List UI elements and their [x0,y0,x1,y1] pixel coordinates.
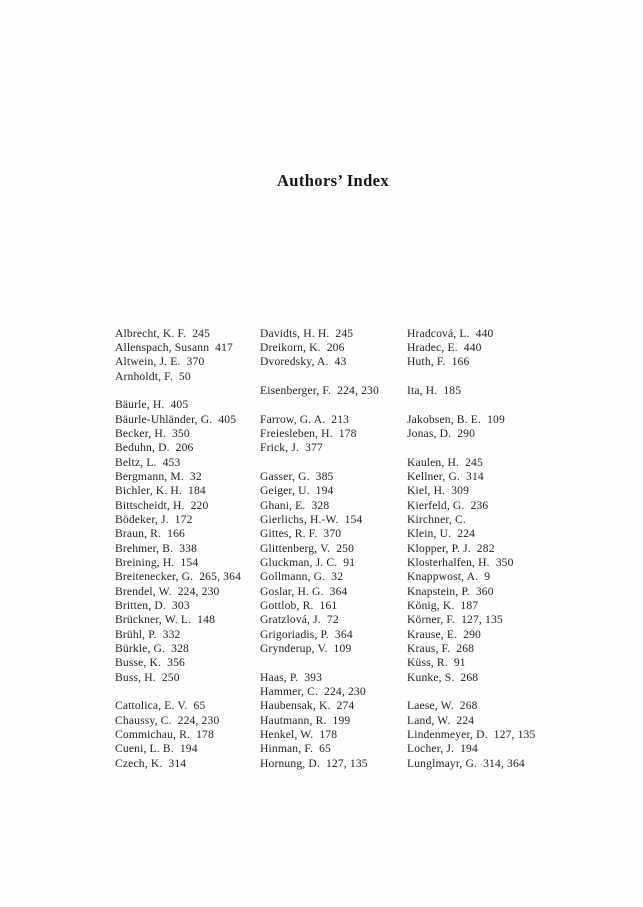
page-numbers: 364 [329,584,348,598]
page-numbers: 370 [186,355,205,369]
author-name: Körner, F. [407,613,456,627]
index-entry [260,613,407,627]
author-name: Gollmann, G. [260,570,326,584]
author-name: Kirchner, C. [407,512,466,526]
index-entry [115,355,260,369]
page-numbers: 184 [188,484,206,498]
page-numbers: 290 [457,426,476,440]
page-numbers: 206 [326,340,345,354]
page-numbers: 338 [179,541,198,555]
page-numbers: 350 [495,556,514,569]
index-entry [260,441,407,455]
index-entry [260,757,407,771]
page-numbers: 417 [215,340,233,354]
page-numbers: 360 [475,584,494,598]
index-entry [260,499,407,513]
index-entry [115,742,260,756]
author-name: Lindenmeyer, D. [407,728,488,742]
page-numbers: 50 [178,369,191,383]
index-entry [407,413,557,427]
author-name: Brendel, W. [115,584,172,598]
page-numbers: 187 [460,599,479,613]
index-entry [260,542,407,556]
page-numbers: 65 [319,742,331,756]
author-name: König, K. [407,599,455,613]
authors-index-columns [115,327,557,772]
index-entry [407,556,557,570]
index-entry [260,585,407,599]
index-entry [260,341,407,355]
index-entry [407,456,557,470]
author-name: Hradec, E. [407,340,458,354]
page-numbers: 109 [333,642,352,656]
page-numbers: 194 [179,742,198,756]
author-name: Allenspach, Susann [115,340,210,354]
index-entry [115,699,260,713]
page-numbers: 328 [171,642,189,656]
author-name: Kaulen, H. [407,455,460,469]
author-name: Dvoredsky, A. [260,355,329,369]
author-name: Kraus, F. [407,642,451,656]
page-numbers: 328 [311,498,330,512]
index-column-2 [260,327,407,772]
page-numbers: 148 [197,613,216,627]
page-numbers: 178 [319,728,338,742]
author-name: Grigoriadis, P. [260,627,329,641]
page-title: Authors’ Index [276,171,390,190]
page-numbers: 220 [190,498,209,512]
index-entry [115,585,260,599]
index-entry [407,585,557,599]
page-numbers: 172 [174,512,193,526]
author-name: Bergmann, M. [115,469,184,483]
index-entry [407,714,557,728]
page-numbers: 224, 230 [337,383,379,397]
index-column-3 [407,327,557,772]
page-numbers: 161 [319,599,338,613]
author-name: Glittenberg, V. [260,541,331,555]
index-column-1 [115,327,260,772]
page-numbers: 236 [470,498,489,512]
page-numbers: 185 [443,383,462,397]
author-name: Chaussy, C. [115,713,172,727]
index-entry [407,484,557,498]
page-numbers: 332 [162,627,181,641]
page-numbers: 224 [456,713,475,727]
page-numbers: 265, 364 [199,570,242,584]
index-entry [260,470,407,484]
page-numbers: 43 [334,355,347,369]
index-entry [115,484,260,498]
author-name: Gratzlová, J. [260,613,321,627]
group-gap [407,685,557,699]
index-entry [115,542,260,556]
page-numbers: 314 [466,469,484,483]
author-name: Buss, H. [115,670,156,684]
index-entry [115,714,260,728]
index-entry [407,757,557,771]
page-numbers: 178 [338,426,357,440]
group-gap [260,398,407,412]
page-numbers: 282 [476,541,495,555]
index-entry [115,599,260,613]
author-name: Huth, F. [407,355,446,369]
index-entry [260,355,407,369]
author-name: Bödeker, J. [115,512,169,526]
author-name: Knapstein, P. [407,584,470,598]
index-entry [260,685,407,699]
page-numbers: 440 [463,340,482,354]
author-name: Becker, H. [115,426,166,440]
page-numbers: 65 [193,699,206,713]
page-numbers: 245 [192,326,211,340]
index-entry [407,671,557,685]
page-numbers: 274 [336,699,355,713]
author-name: Britten, D. [115,599,166,613]
author-name: Bichler, K. H. [115,484,182,498]
author-name: Locher, J. [407,742,455,756]
page-numbers: 224, 230 [177,584,220,598]
page-numbers: 178 [196,728,214,742]
index-entry [115,456,260,470]
page-numbers: 356 [167,656,185,670]
index-entry [115,470,260,484]
page-numbers: 268 [459,699,478,713]
page-numbers: 405 [218,412,237,426]
author-name: Albrecht, K. F. [115,326,187,340]
author-name: Laese, W. [407,699,454,713]
index-entry [407,642,557,656]
page-numbers: 350 [171,426,190,440]
page-numbers: 154 [344,512,363,526]
author-name: Kellner, G. [407,469,461,483]
author-name: Gasser, G. [260,469,310,483]
page-numbers: 370 [323,527,342,541]
index-entry [115,341,260,355]
page-numbers: 109 [487,412,505,426]
page-numbers: 32 [331,570,344,584]
page-numbers: 127, 135 [325,756,368,770]
index-entry [260,570,407,584]
group-gap [407,398,557,412]
author-name: Farrow, G. A. [260,412,326,426]
page-numbers: 154 [180,556,199,569]
page-numbers: 303 [171,599,190,613]
author-name: Breitenecker, G. [115,570,194,584]
author-name: Jakobsen, B. E. [407,412,482,426]
author-name: Ghani, E. [260,498,306,512]
page-numbers: 364 [334,627,353,641]
index-entry [260,671,407,685]
group-gap [407,370,557,384]
author-name: Bürkle, G. [115,642,166,656]
index-entry [260,714,407,728]
index-entry [260,413,407,427]
index-entry [115,527,260,541]
index-entry [407,427,557,441]
index-entry [407,384,557,398]
author-name: Haubensak, K. [260,699,331,713]
author-name: Grynderup, V. [260,642,328,656]
author-name: Davidts, H. H. [260,326,330,340]
page-numbers: 91 [453,656,466,670]
index-entry [407,728,557,742]
group-gap [260,656,407,670]
page-numbers: 194 [315,484,334,498]
index-entry [260,484,407,498]
index-entry [260,327,407,341]
index-entry [407,699,557,713]
author-name: Frick, J. [260,441,300,455]
index-entry [260,628,407,642]
author-name: Dreikorn, K. [260,340,321,354]
author-name: Cueni, L. B. [115,742,174,756]
author-name: Cattolica, E. V. [115,699,188,713]
page-numbers: 166 [451,355,470,369]
page-numbers: 166 [167,527,185,541]
index-entry [115,642,260,656]
page-numbers: 72 [326,613,339,627]
index-entry [407,656,557,670]
page-numbers: 224, 230 [324,685,366,699]
index-entry [407,341,557,355]
index-entry [115,656,260,670]
page-numbers: 224 [457,527,476,541]
author-name: Brehmer, B. [115,541,174,555]
index-entry [260,384,407,398]
index-entry [115,327,260,341]
author-name: Bäurle-Uhländer, G. [115,412,213,426]
page-numbers: 224, 230 [177,713,220,727]
page-numbers: 453 [162,455,181,469]
page-numbers: 393 [304,670,323,684]
author-name: Beduhn, D. [115,441,170,455]
author-name: Klopper, P. J. [407,541,471,555]
group-gap [115,685,260,699]
index-entry [407,527,557,541]
author-name: Küss, R. [407,656,448,670]
group-gap [260,456,407,470]
index-entry [260,728,407,742]
author-name: Hammer, C. [260,685,319,699]
page-numbers: 250 [161,670,180,684]
author-name: Hinman, F. [260,742,314,756]
author-name: Arnholdt, F. [115,369,173,383]
author-name: Hornung, D. [260,756,320,770]
author-name: Braun, R. [115,527,162,541]
page-numbers: 309 [451,484,470,498]
author-name: Klosterhalfen, H. [407,556,490,569]
page-numbers: 213 [331,412,350,426]
index-entry [407,542,557,556]
index-entry [260,642,407,656]
index-entry [407,613,557,627]
page-numbers: 245 [465,455,483,469]
author-name: Hradcová, L. [407,326,470,340]
author-name: Land, W. [407,713,451,727]
index-entry [407,628,557,642]
author-name: Lunglmayr, G. [407,756,478,770]
page-numbers: 91 [343,556,356,569]
author-name: Breining, H. [115,556,175,569]
page-numbers: 290 [463,627,481,641]
index-entry [115,628,260,642]
page-numbers: 314, 364 [483,756,525,770]
page-numbers: 385 [315,469,334,483]
group-gap [115,384,260,398]
index-entry [115,499,260,513]
author-name: Beltz, L. [115,455,157,469]
author-name: Klein, U. [407,527,452,541]
index-entry [115,441,260,455]
author-name: Henkel, W. [260,728,314,742]
author-name: Bäurle, H. [115,398,165,412]
index-entry [407,599,557,613]
index-entry [115,613,260,627]
index-entry [115,757,260,771]
author-name: Geiger, U. [260,484,310,498]
author-name: Altwein, J. E. [115,355,181,369]
index-entry [260,427,407,441]
index-entry [115,570,260,584]
page-numbers: 127, 135 [461,613,503,627]
author-name: Bittscheidt, H. [115,498,185,512]
author-name: Gluckman, J. C. [260,556,338,569]
page-numbers: 314 [168,756,187,770]
page-numbers: 268 [456,642,475,656]
page-numbers: 127, 135 [493,728,536,742]
author-name: Ita, H. [407,383,438,397]
index-entry [260,699,407,713]
page-numbers: 440 [475,326,494,340]
page-numbers: 377 [305,441,323,455]
index-entry [407,499,557,513]
author-name: Gierlichs, H.-W. [260,512,339,526]
index-entry [115,671,260,685]
page-numbers: 250 [336,541,355,555]
index-entry [407,742,557,756]
author-name: Jonas, D. [407,426,452,440]
author-name: Gottlob, R. [260,599,314,613]
index-entry [407,470,557,484]
index-entry [407,570,557,584]
author-name: Brühl, P. [115,627,157,641]
index-entry [115,728,260,742]
index-entry [115,427,260,441]
index-entry [115,370,260,384]
index-entry [260,527,407,541]
page-numbers: 194 [460,742,478,756]
group-gap [260,370,407,384]
page-numbers: 268 [460,670,479,684]
author-name: Knappwost, A. [407,570,479,584]
index-entry [407,355,557,369]
author-name: Eisenberger, F. [260,383,332,397]
author-name: Busse, K. [115,656,162,670]
index-entry [260,742,407,756]
index-entry [407,327,557,341]
page-numbers: 405 [170,398,189,412]
index-entry [260,599,407,613]
author-name: Kunke, S. [407,670,455,684]
index-entry [260,556,407,570]
index-entry [115,513,260,527]
author-name: Goslar, H. G. [260,584,324,598]
author-name: Haas, P. [260,670,299,684]
author-name: Kiel, H. [407,484,446,498]
author-name: Brückner, W. L. [115,613,192,627]
author-name: Freiesleben, H. [260,426,333,440]
author-name: Krause, E. [407,627,458,641]
author-name: Commichau, R. [115,728,191,742]
author-name: Gittes, R. F. [260,527,318,541]
index-entry [407,513,557,527]
index-entry [115,398,260,412]
index-entry [260,513,407,527]
author-name: Kierfeld, G. [407,498,465,512]
author-name: Czech, K. [115,756,163,770]
page-numbers: 32 [189,469,202,483]
page-numbers: 199 [332,713,351,727]
group-gap [407,441,557,455]
author-name: Hautmann, R. [260,713,327,727]
index-entry [115,556,260,570]
page-numbers: 206 [175,441,194,455]
index-entry [115,413,260,427]
page-numbers: 9 [484,570,491,584]
page-numbers: 245 [335,326,354,340]
